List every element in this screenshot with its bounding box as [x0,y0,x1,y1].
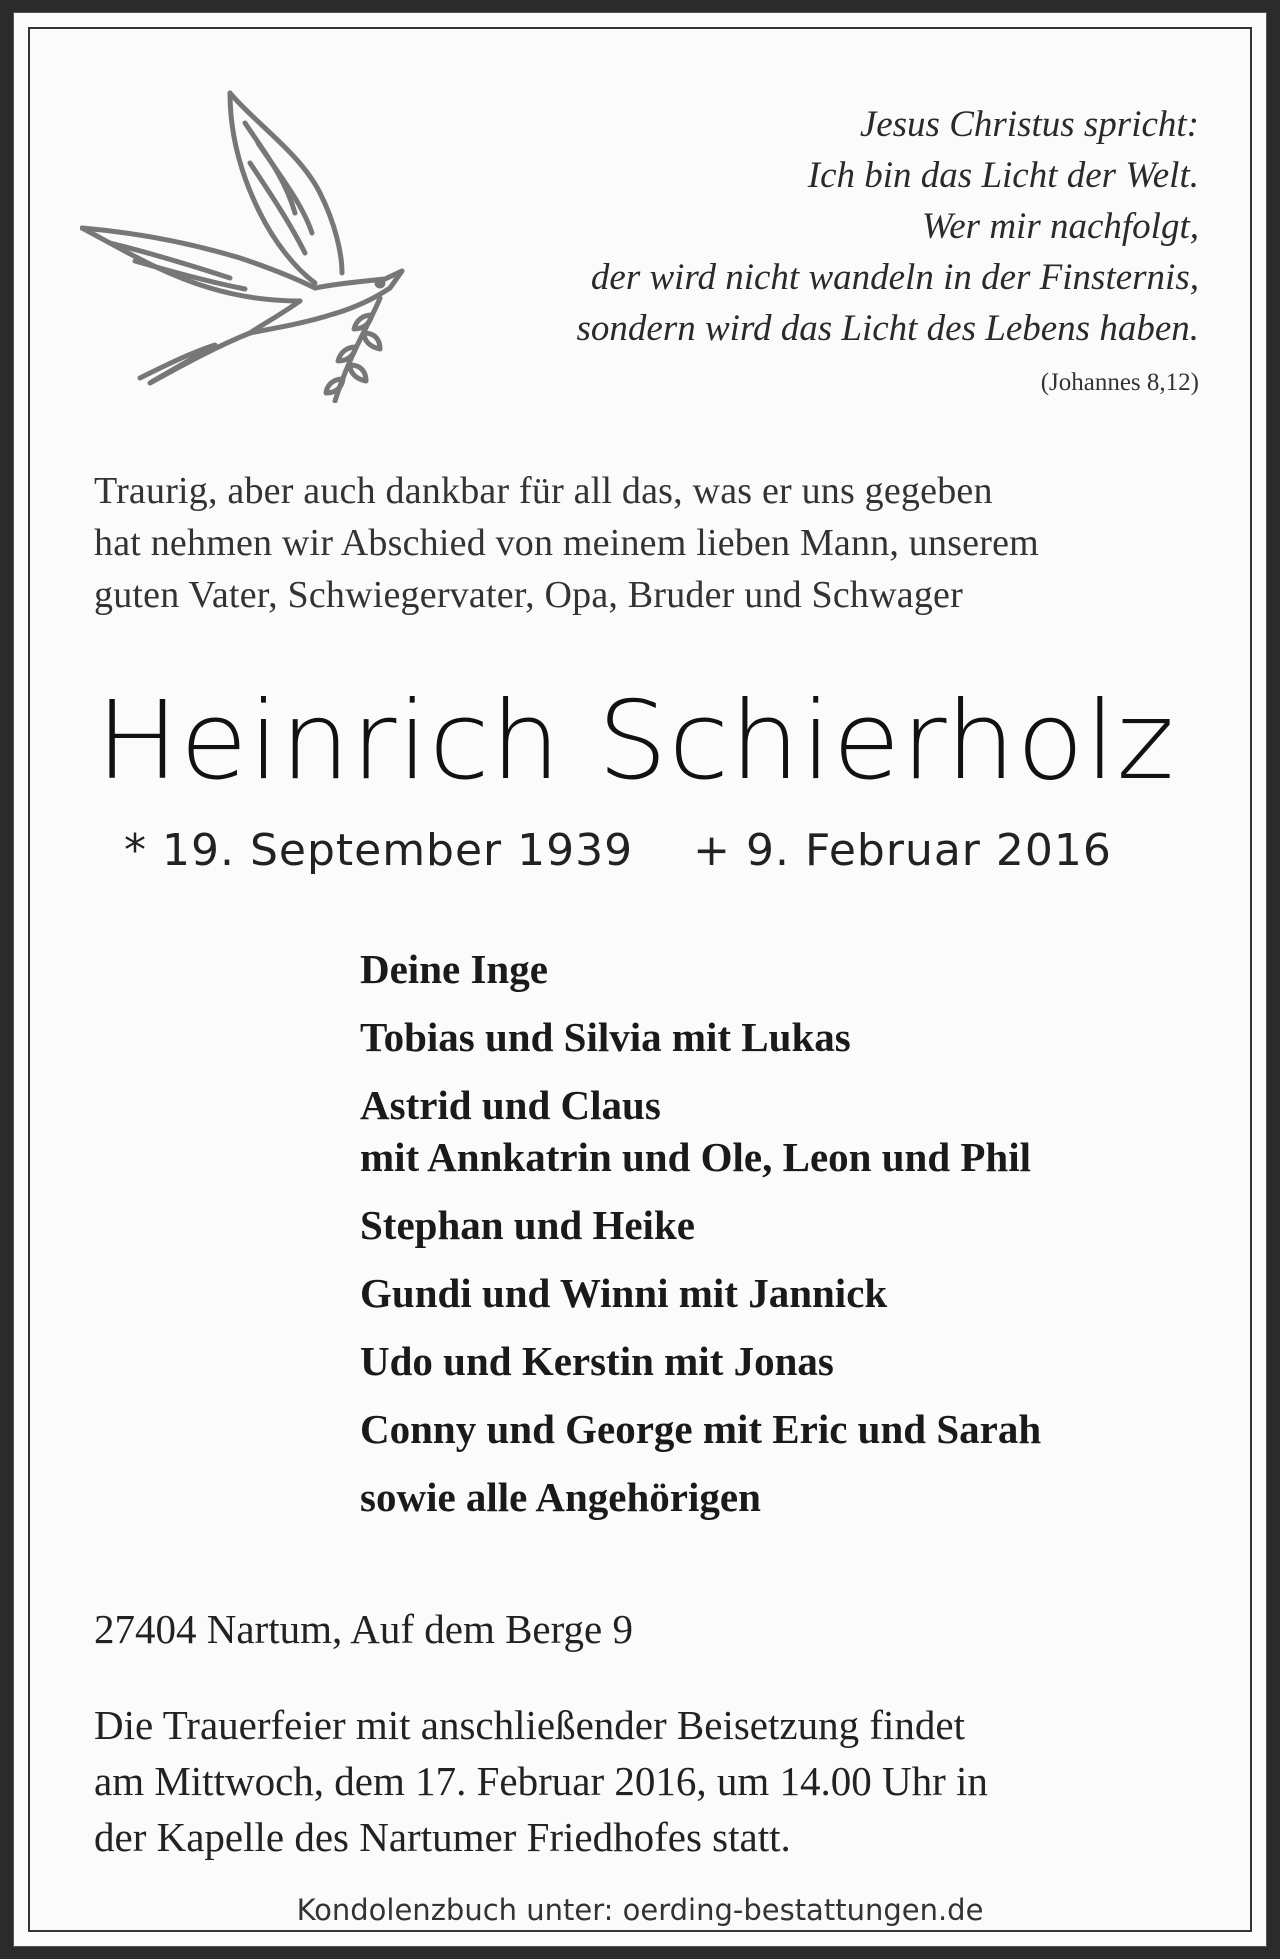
family-entry-subtext: mit Annkatrin und Ole, Leon und Phil [360,1134,1032,1180]
family-entry [360,1335,1230,1387]
family-entry [360,943,1230,995]
verse-line: sondern wird das Licht des Lebens haben. [576,308,1199,349]
obituary-notice [13,12,1267,1947]
intro-line: Traurig, aber auch dankbar für all das, was er uns gegeben [94,470,993,512]
bible-verse [379,99,1199,354]
intro-line: hat nehmen wir Abschied von meinem lieben Mann, unserem [94,522,1039,564]
ceremony-info [94,1697,1214,1865]
verse-line: Jesus Christus spricht: [859,104,1199,145]
family-entry [360,1199,1230,1251]
life-dates [124,823,1112,879]
birth-date: * 19. September 1939 [124,825,634,876]
family-entry-text: Tobias und Silvia mit Lukas [360,1014,851,1060]
family-entry-text: Gundi und Winni mit Jannick [360,1270,888,1316]
family-entry [360,1471,1230,1523]
ceremony-line: der Kapelle des Nartumer Friedhofes statt. [94,1814,791,1860]
dove-with-olive-branch-icon [80,83,425,403]
family-entry [360,1079,1230,1183]
family-entry-text: Stephan und Heike [360,1202,695,1248]
condolence-book-link[interactable]: Kondolenzbuch unter: oerding-bestattungen.de [296,1893,984,1927]
family-entry-text: sowie alle Angehörigen [360,1474,761,1520]
family-entry-text: Astrid und Claus [360,1082,661,1128]
verse-line: der wird nicht wandeln in der Finsternis, [590,257,1199,298]
family-entry-text: Deine Inge [360,946,548,992]
family-entry [360,1403,1230,1455]
family-address: 27404 Nartum, Auf dem Berge 9 [94,1606,633,1652]
family-entry [360,1267,1230,1319]
intro-line: guten Vater, Schwiegervater, Opa, Bruder und Schwager [94,574,963,616]
family-entry [360,1011,1230,1063]
verse-reference: (Johannes 8,12) [1040,369,1199,396]
intro-text [94,465,1214,621]
death-date: + 9. Februar 2016 [693,825,1112,876]
family-entry-text: Udo und Kerstin mit Jonas [360,1338,834,1384]
family-list [360,943,1230,1539]
verse-line: Ich bin das Licht der Welt. [807,155,1199,196]
deceased-name: Heinrich Schierholz [96,679,1176,804]
ceremony-line: am Mittwoch, dem 17. Februar 2016, um 14.00 Uhr in [94,1758,988,1804]
verse-line: Wer mir nachfolgt, [921,206,1199,247]
family-entry-text: Conny und George mit Eric und Sarah [360,1406,1042,1452]
ceremony-line: Die Trauerfeier mit anschließender Beisetzung findet [94,1702,965,1748]
